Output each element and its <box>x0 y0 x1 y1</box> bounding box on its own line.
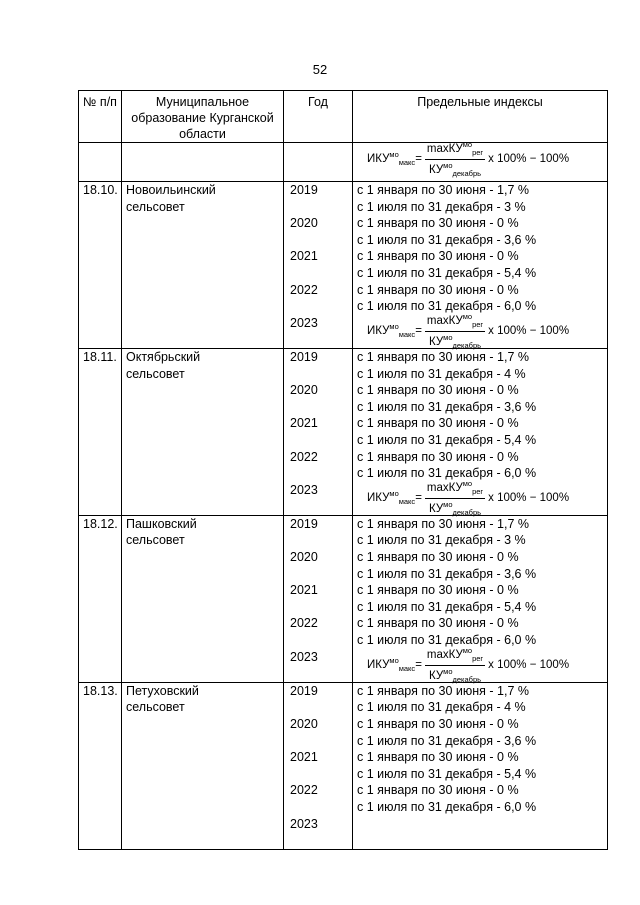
formula-den-sub: декабрь <box>452 674 482 684</box>
formula-numerator: maxКУ$^{мо}_{рег}$ <box>425 311 485 332</box>
index-line: с 1 января по 30 июня - 1,7 % <box>357 683 529 698</box>
formula-fraction <box>425 478 485 519</box>
formula-lhs: $ИКУ^{мо}_{макс}$ <box>367 150 416 168</box>
row-years <box>284 682 353 849</box>
formula-den-sub: декабрь <box>452 507 482 517</box>
year-value: 2022 <box>290 783 318 798</box>
year-value: 2019 <box>290 349 318 364</box>
formula-lhs-sup: мо <box>389 150 399 160</box>
index-line: с 1 июля по 31 декабря - 3,6 % <box>357 566 537 581</box>
index-line: с 1 января по 30 июня - 0 % <box>357 750 519 765</box>
index-line: с 1 июля по 31 декабря - 6,0 % <box>357 799 537 814</box>
year-value: 2022 <box>290 449 318 464</box>
index-line: с 1 января по 30 июня - 0 % <box>357 550 519 565</box>
municipality-line: Новоильинский <box>126 183 216 197</box>
index-line: с 1 июля по 31 декабря - 5,4 % <box>357 432 537 447</box>
row-indices <box>353 515 608 682</box>
year-value: 2021 <box>290 750 318 765</box>
index-spacer <box>357 817 360 831</box>
formula-lhs: $ИКУ^{мо}_{макс}$ <box>367 488 416 506</box>
index-line: с 1 июля по 31 декабря - 3 % <box>357 533 526 548</box>
municipality-line: Октябрьский <box>126 349 201 364</box>
formula-tail: х 100% − 100% <box>488 324 570 337</box>
index-line: с 1 января по 30 июня - 1,7 % <box>357 183 529 197</box>
table-body <box>79 139 608 850</box>
year-value: 2023 <box>290 816 318 831</box>
index-line: с 1 января по 30 июня - 0 % <box>357 216 519 231</box>
row-number: 18.12. <box>79 515 122 682</box>
indices-table <box>78 90 608 850</box>
year-value: 2020 <box>290 383 318 398</box>
index-line: с 1 января по 30 июня - 0 % <box>357 717 519 731</box>
index-line: с 1 июля по 31 декабря - 3,6 % <box>357 232 537 247</box>
formula-den-sup: мо <box>443 666 453 676</box>
municipality-line: сельсовет <box>126 700 185 715</box>
year-value: 2023 <box>290 482 318 497</box>
index-line: с 1 января по 30 июня - 0 % <box>357 416 519 431</box>
index-formula <box>357 311 603 350</box>
row-years <box>284 515 353 682</box>
formula-lhs: $ИКУ^{мо}_{макс}$ <box>367 655 416 673</box>
formula-denominator: $КУ^{мо}_{декабрь}$ <box>429 332 482 350</box>
row-municipality <box>122 348 284 515</box>
year-value: 2023 <box>290 649 318 664</box>
row-municipality <box>122 182 284 349</box>
index-line: с 1 июля по 31 декабря - 4 % <box>357 700 526 715</box>
formula-num-sub: рег <box>472 653 484 663</box>
row-indices <box>353 682 608 849</box>
year-value: 2019 <box>290 516 318 531</box>
formula-lhs-sub: макс <box>398 496 416 506</box>
index-line: с 1 января по 30 июня - 1,7 % <box>357 349 529 364</box>
index-formula <box>357 645 603 684</box>
formula-denominator: $КУ^{мо}_{декабрь}$ <box>429 499 482 517</box>
index-line: с 1 января по 30 июня - 0 % <box>357 583 519 598</box>
index-line: с 1 января по 30 июня - 0 % <box>357 282 519 297</box>
index-formula <box>357 478 603 517</box>
index-line: с 1 июля по 31 декабря - 3 % <box>357 199 526 214</box>
index-line: с 1 июля по 31 декабря - 5,4 % <box>357 599 537 614</box>
table-row <box>79 515 608 682</box>
formula-fraction <box>425 311 485 352</box>
formula-equals: = <box>415 658 422 671</box>
table-row <box>79 182 608 349</box>
formula-denominator: $КУ^{мо}_{декабрь}$ <box>429 161 482 179</box>
formula-numerator: maxКУ$^{мо}_{рег}$ <box>425 645 485 666</box>
year-value: 2019 <box>290 683 318 698</box>
formula-fraction <box>425 645 485 686</box>
formula-den-sub: декабрь <box>452 169 482 179</box>
formula-num-sup: мо <box>462 478 473 488</box>
row-number: 18.11. <box>79 348 122 515</box>
index-line: с 1 июля по 31 декабря - 3,6 % <box>357 399 537 414</box>
row-indices <box>353 348 608 515</box>
formula-den-sup: мо <box>443 161 453 170</box>
row-number: 18.13. <box>79 682 122 849</box>
formula-num-sub: рег <box>472 319 484 329</box>
formula-num-sub: рег <box>472 486 484 496</box>
formula-denominator: $КУ^{мо}_{декабрь}$ <box>429 666 482 684</box>
header-indices: Предельные индексы <box>353 91 608 143</box>
table-row <box>79 682 608 849</box>
year-value: 2020 <box>290 550 318 565</box>
formula-fraction <box>425 139 485 180</box>
header-year: Год <box>284 91 353 143</box>
formula-row-municipality <box>122 143 284 182</box>
index-line: с 1 января по 30 июня - 0 % <box>357 383 519 398</box>
year-value: 2023 <box>290 315 318 330</box>
index-line: с 1 июля по 31 декабря - 4 % <box>357 366 526 381</box>
index-line: с 1 июля по 31 декабря - 6,0 % <box>357 299 537 314</box>
formula-lhs-sup: мо <box>389 655 399 665</box>
formula-equals: = <box>415 324 422 337</box>
row-number: 18.10. <box>79 182 122 349</box>
formula-cell <box>353 139 608 182</box>
year-value: 2022 <box>290 616 318 631</box>
row-years <box>284 348 353 515</box>
formula-lhs-sub: макс <box>398 158 416 168</box>
formula-equals: = <box>415 153 422 166</box>
formula-den-sub: декабрь <box>452 340 482 350</box>
index-line: с 1 июля по 31 декабря - 3,6 % <box>357 733 537 748</box>
page-number: 52 <box>312 62 328 77</box>
table-row <box>79 348 608 515</box>
index-line: с 1 июля по 31 декабря - 6,0 % <box>357 633 537 648</box>
formula-lhs-sub: макс <box>398 330 416 340</box>
index-line: с 1 января по 30 июня - 0 % <box>357 616 519 631</box>
year-value: 2021 <box>290 416 318 431</box>
formula-tail: х 100% − 100% <box>488 153 570 166</box>
formula-den-sup: мо <box>443 499 453 509</box>
index-line: с 1 июля по 31 декабря - 5,4 % <box>357 265 537 280</box>
index-line: с 1 января по 30 июня - 1,7 % <box>357 516 529 531</box>
formula-tail: х 100% − 100% <box>488 491 570 504</box>
table-header-row <box>79 91 608 143</box>
formula-num-sub: рег <box>472 148 484 157</box>
municipality-line: сельсовет <box>126 199 185 214</box>
formula-num-sup: мо <box>462 139 473 149</box>
year-value: 2021 <box>290 583 318 598</box>
index-line: с 1 января по 30 июня - 0 % <box>357 783 519 798</box>
formula-equals: = <box>415 491 422 504</box>
formula-numerator: maxКУ$^{мо}_{рег}$ <box>425 139 485 160</box>
formula-numerator: maxКУ$^{мо}_{рег}$ <box>425 478 485 499</box>
index-line: с 1 июля по 31 декабря - 5,4 % <box>357 766 537 781</box>
formula-tail: х 100% − 100% <box>488 658 570 671</box>
municipality-line: Петуховский <box>126 683 199 698</box>
year-value: 2022 <box>290 282 318 297</box>
year-value: 2021 <box>290 249 318 264</box>
index-formula <box>357 139 603 179</box>
index-line: с 1 января по 30 июня - 0 % <box>357 249 519 264</box>
index-line: с 1 января по 30 июня - 0 % <box>357 449 519 464</box>
year-value: 2020 <box>290 216 318 231</box>
formula-row <box>79 143 608 182</box>
formula-row-num <box>79 143 122 182</box>
formula-row-year <box>284 143 353 182</box>
formula-lhs-sup: мо <box>389 488 399 498</box>
year-value: 2020 <box>290 717 318 731</box>
municipality-line: сельсовет <box>126 533 185 548</box>
header-municipality: Муниципальное образование Курганской области <box>122 91 284 143</box>
row-indices <box>353 182 608 349</box>
row-years <box>284 182 353 349</box>
row-municipality <box>122 682 284 849</box>
formula-num-sup: мо <box>462 645 473 655</box>
row-municipality <box>122 515 284 682</box>
year-value: 2019 <box>290 183 318 197</box>
formula-den-sup: мо <box>443 332 453 342</box>
municipality-line: сельсовет <box>126 366 185 381</box>
formula-lhs: $ИКУ^{мо}_{макс}$ <box>367 321 416 340</box>
municipality-line: Пашковский <box>126 516 197 531</box>
formula-lhs-sub: макс <box>398 663 416 673</box>
formula-num-sup: мо <box>462 311 473 321</box>
index-line: с 1 июля по 31 декабря - 6,0 % <box>357 466 537 481</box>
header-num: № п/п <box>79 91 122 143</box>
formula-lhs-sup: мо <box>389 321 399 331</box>
